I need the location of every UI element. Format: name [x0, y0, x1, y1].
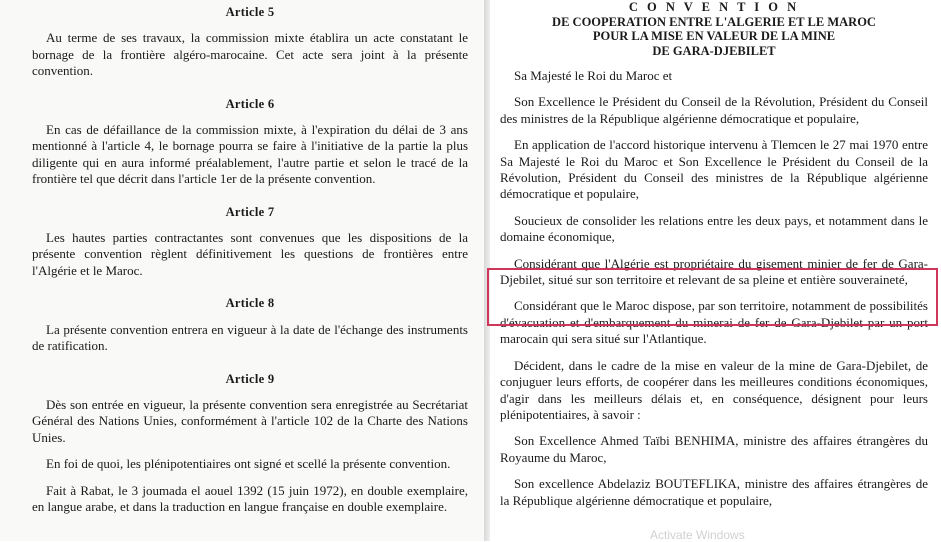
article-5-text: Au terme de ses travaux, la commission mixte établira un acte constatant le bornage de la frontière algéro-marocaine. Cet acte sera joint à la présente convention.: [32, 30, 468, 79]
title-line-4: DE GARA-DJEBILET: [652, 43, 776, 58]
article-5-heading: Article 5: [225, 5, 275, 19]
plenipotentiary-benhima: Son Excellence Ahmed Taïbi BENHIMA, ministre des affaires étrangères du Royaume du Maroc,: [500, 433, 928, 465]
article-8-heading: Article 8: [225, 296, 275, 311]
signature-clause: En foi de quoi, les plénipotentiaires ont signé et scellé la présente convention.: [46, 456, 451, 472]
article-9-heading: Article 9: [225, 371, 275, 386]
plenipotentiary-bouteflika: Son excellence Abdelaziz BOUTEFLIKA, ministre des affaires étrangères de la République algérienne démocratique et populaire,: [500, 476, 928, 508]
preamble-relations: Soucieux de consolider les relations entre les deux pays, et notamment dans le domaine économique,: [500, 212, 928, 245]
preamble-morocco-port: Considérant que le Maroc dispose, par son territoire, notamment de possibilités d'évacuation et d'embarquement du minerai de fer de Gara-Djebilet par un port marocain qui sera situé sur l'Atlantique.: [500, 298, 928, 347]
right-page: [490, 0, 941, 541]
right-column: [500, 0, 928, 509]
article-8-text: La présente convention entrera en vigueur à la date de l'échange des instruments de ratification.: [32, 321, 468, 354]
preamble-president: Son Excellence le Président du Conseil de la Révolution, Président du Conseil des ministres de la République algérienne démocratique et populaire,: [500, 94, 928, 126]
preamble-tlemcen: En application de l'accord historique intervenu à Tlemcen le 27 mai 1970 entre Sa Majesté le Roi du Maroc et Son Excellence le Président du Conseil de la Révolution, Président du Conseil des ministres de la République algérienne démocratique et populaire,: [500, 137, 928, 202]
title-line-3: POUR LA MISE EN VALEUR DE LA MINE: [592, 29, 836, 43]
preamble-decision: Décident, dans le cadre de la mise en valeur de la mine de Gara-Djebilet, de conjuguer leurs efforts, de coopérer dans les meilleures conditions économiques, d'agir dans les meilleurs délais et, en conséquence, désignent pour leurs plénipotentiaires, à savoir :: [500, 357, 928, 422]
convention-title: [500, 0, 928, 58]
title-line-1: C O N V E N T I O N: [628, 0, 800, 14]
activation-watermark: Activate Windows: [650, 528, 745, 542]
preamble-algeria-ownership: Considérant que l'Algérie est propriétaire du gisement minier de fer de Gara-Djebilet, situé sur son territoire et relevant de sa pleine et entière souveraineté,: [500, 255, 928, 288]
signing-place-date: Fait à Rabat, le 3 joumada el aouel 1392 (15 juin 1972), en double exemplaire, en langue arabe, et dans la traduction en langue française en double exemplaire.: [32, 482, 468, 514]
preamble-king: Sa Majesté le Roi du Maroc et: [514, 68, 673, 83]
article-7-text: Les hautes parties contractantes sont convenues que les dispositions de la présente convention règlent définitivement les questions de frontières entre l'Algérie et le Maroc.: [32, 230, 468, 278]
article-7-heading: Article 7: [225, 204, 275, 219]
article-6-heading: Article 6: [225, 96, 275, 111]
article-6-text: En cas de défaillance de la commission mixte, à l'expiration du délai de 3 ans mentionné à l'article 4, le bornage pourra se faire à l'initiative de la partie la plus diligente qui en aura informé préalablement, l'autre partie et selon le tracé de la frontière tel que décrit dans l'article 1er de la présente convention.: [32, 122, 468, 187]
title-line-2: DE COOPERATION ENTRE L'ALGERIE ET LE MAROC: [552, 14, 876, 29]
left-column: [32, 4, 468, 515]
article-9-text: Dès son entrée en vigueur, la présente convention sera enregistrée au Secrétariat Général des Nations Unies, conformément à l'article 102 de la Charte des Nations Unies.: [32, 396, 468, 445]
